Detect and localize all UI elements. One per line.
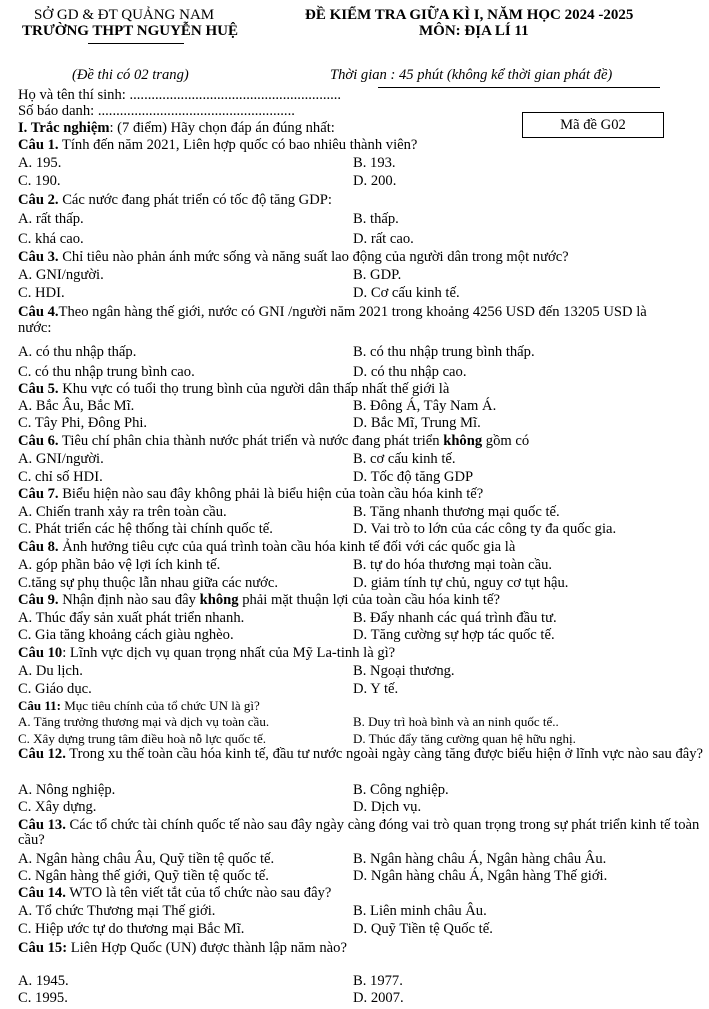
student-name-field: Họ và tên thí sinh: .......................................................... xyxy=(18,87,342,103)
option-a: A. Bắc Âu, Bắc Mĩ. xyxy=(18,398,135,414)
question-text: Trong xu thế toàn cầu hóa kinh tế, đầu tư nước ngoài ngày càng tăng được biểu hiện ở lĩnh vực nào sau đây? xyxy=(65,746,704,762)
department-name: SỞ GD & ĐT QUẢNG NAM xyxy=(34,7,215,23)
option-d: D. Ngân hàng châu Á, Ngân hàng Thế giới. xyxy=(353,868,608,884)
question-label: Câu 6. xyxy=(18,433,59,449)
option-a: A. Ngân hàng châu Âu, Quỹ tiền tệ quốc tế. xyxy=(18,851,275,867)
option-c: C. HDI. xyxy=(18,285,65,301)
option-a: A. Nông nghiệp. xyxy=(18,782,116,798)
question-text-tail: gồm có xyxy=(482,433,530,449)
option-c: C. Xây dựng. xyxy=(18,799,97,815)
time-note: Thời gian : 45 phút (không kể thời gian phát đề) xyxy=(330,67,613,83)
question-label: Câu 11: xyxy=(18,698,61,713)
school-name: TRƯỜNG THPT NGUYỄN HUỆ xyxy=(22,23,238,39)
question-14 xyxy=(18,886,331,901)
option-d: D. 2007. xyxy=(353,990,404,1006)
question-label: Câu 9. xyxy=(18,592,59,608)
option-a: A. Chiến tranh xảy ra trên toàn cầu. xyxy=(18,504,227,520)
question-2 xyxy=(18,193,332,208)
emphasis-word: không xyxy=(443,433,483,449)
option-d: D. Tốc độ tăng GDP xyxy=(353,469,474,485)
question-text: Ảnh hưởng tiêu cực của quá trình toàn cầu hóa kinh tế đối với các quốc gia là xyxy=(58,539,516,555)
option-b: B. thấp. xyxy=(353,211,399,227)
option-c: C. Xây dựng trung tâm điều hoà nỗ lực quốc tế. xyxy=(18,731,267,746)
section-instruction: : (7 điểm) Hãy chọn đáp án đúng nhất: xyxy=(109,120,335,136)
option-d: D. Dịch vụ. xyxy=(353,799,422,815)
option-c: C. khá cao. xyxy=(18,231,84,247)
question-13 xyxy=(18,818,708,848)
option-c: C. Ngân hàng thế giới, Quỹ tiền tệ quốc tế. xyxy=(18,868,269,884)
option-c: C. có thu nhập trung bình cao. xyxy=(18,364,195,380)
option-c: C. Tây Phi, Đông Phi. xyxy=(18,415,148,431)
question-label: Câu 12. xyxy=(18,746,66,762)
time-underline xyxy=(378,87,660,88)
question-label: Câu 4. xyxy=(18,304,59,320)
option-b: B. Ngoại thương. xyxy=(353,663,455,679)
question-text: Khu vực có tuổi thọ trung bình của người dân thấp nhất thế giới là xyxy=(58,381,450,397)
question-9 xyxy=(18,593,500,608)
question-label: Câu 1. xyxy=(18,137,59,153)
question-text: Tiêu chí phân chia thành nước phát triển và nước đang phát triển xyxy=(58,433,444,449)
option-d: D. rất cao. xyxy=(353,231,414,247)
option-c: C.tăng sự phụ thuộc lẫn nhau giữa các nước. xyxy=(18,575,279,591)
option-c: C. 1995. xyxy=(18,990,68,1006)
option-d: D. 200. xyxy=(353,173,397,189)
question-label: Câu 2. xyxy=(18,192,59,208)
option-d: D. Bắc Mĩ, Trung Mĩ. xyxy=(353,415,481,431)
question-text: Biểu hiện nào sau đây không phải là biểu hiện của toàn cầu hóa kinh tế? xyxy=(58,486,484,502)
question-text: Các nước đang phát triển có tốc độ tăng GDP: xyxy=(58,192,332,208)
option-d: D. có thu nhập cao. xyxy=(353,364,467,380)
question-label: Câu 5. xyxy=(18,381,59,397)
question-label: Câu 14. xyxy=(18,885,66,901)
question-6 xyxy=(18,434,529,449)
question-label: Câu 13. xyxy=(18,817,66,833)
question-text: : Lĩnh vực dịch vụ quan trọng nhất của Mỹ La-tinh là gì? xyxy=(62,645,396,661)
question-text: Chỉ tiêu nào phản ánh mức sống và năng suất lao động của người dân trong một nước? xyxy=(58,249,569,265)
question-11 xyxy=(18,699,260,712)
question-label: Câu 8. xyxy=(18,539,59,555)
question-8 xyxy=(18,540,515,555)
question-text: Mục tiêu chính của tổ chức UN là gì? xyxy=(60,698,260,713)
option-b: B. 193. xyxy=(353,155,396,171)
option-c: C. chỉ số HDI. xyxy=(18,469,103,485)
section-heading xyxy=(18,121,335,136)
question-text: Tính đến năm 2021, Liên hợp quốc có bao nhiêu thành viên? xyxy=(58,137,418,153)
option-a: A. có thu nhập thấp. xyxy=(18,344,137,360)
question-text: WTO là tên viết tắt của tổ chức nào sau đây? xyxy=(65,885,332,901)
option-a: A. rất thấp. xyxy=(18,211,84,227)
option-a: A. GNI/người. xyxy=(18,267,104,283)
option-c: C. Hiệp ước tự do thương mại Bắc Mĩ. xyxy=(18,921,245,937)
option-b: B. 1977. xyxy=(353,973,403,989)
option-a: A. 195. xyxy=(18,155,62,171)
option-d: D. Vai trò to lớn của các công ty đa quốc gia. xyxy=(353,521,617,537)
option-d: D. Y tế. xyxy=(353,681,399,697)
question-5 xyxy=(18,382,449,397)
option-b: B. cơ cấu kinh tế. xyxy=(353,451,456,467)
question-1 xyxy=(18,138,417,153)
subject-title: MÔN: ĐỊA LÍ 11 xyxy=(419,23,529,39)
option-d: D. Tăng cường sự hợp tác quốc tế. xyxy=(353,627,555,643)
option-b: B. Duy trì hoà bình và an ninh quốc tế.. xyxy=(353,714,559,729)
question-label: Câu 10 xyxy=(18,645,63,661)
exam-code-box: Mã đề G02 xyxy=(522,112,664,138)
question-7 xyxy=(18,487,483,502)
option-b: B. Đông Á, Tây Nam Á. xyxy=(353,398,497,414)
option-a: A. Tăng trưởng thương mại và dịch vụ toàn cầu. xyxy=(18,714,270,729)
section-label: I. Trắc nghiệm xyxy=(18,120,110,136)
option-a: A. góp phần bảo vệ lợi ích kinh tế. xyxy=(18,557,221,573)
emphasis-word: không xyxy=(199,592,239,608)
question-3 xyxy=(18,250,569,265)
question-text: Các tổ chức tài chính quốc tế nào sau đây ngày càng đóng vai trò quan trọng trong sự phát triển kinh tế toàn cầu? xyxy=(18,817,700,848)
option-b: B. Công nghiệp. xyxy=(353,782,449,798)
option-c: C. Gia tăng khoảng cách giàu nghèo. xyxy=(18,627,234,643)
question-text-tail: phải mặt thuận lợi của toàn cầu hóa kinh tế? xyxy=(238,592,500,608)
question-label: Câu 7. xyxy=(18,486,59,502)
question-10 xyxy=(18,646,395,661)
question-12 xyxy=(18,747,708,762)
option-c: C. Phát triển các hệ thống tài chính quốc tế. xyxy=(18,521,273,537)
option-a: A. Du lịch. xyxy=(18,663,83,679)
option-b: B. GDP. xyxy=(353,267,402,283)
option-d: D. giảm tính tự chủ, nguy cơ tụt hậu. xyxy=(353,575,569,591)
question-4 xyxy=(18,304,668,336)
option-b: B. có thu nhập trung bình thấp. xyxy=(353,344,535,360)
option-b: B. Ngân hàng châu Á, Ngân hàng châu Âu. xyxy=(353,851,607,867)
option-d: D. Cơ cấu kinh tế. xyxy=(353,285,460,301)
question-text: Nhận định nào sau đây xyxy=(58,592,200,608)
exam-title: ĐỀ KIỂM TRA GIỮA KÌ I, NĂM HỌC 2024 -2025 xyxy=(305,7,634,23)
option-d: D. Thúc đẩy tăng cường quan hệ hữu nghị. xyxy=(353,731,576,746)
question-15 xyxy=(18,941,347,956)
question-label: Câu 3. xyxy=(18,249,59,265)
school-underline xyxy=(88,43,184,44)
option-a: A. GNI/người. xyxy=(18,451,104,467)
question-label: Câu 15: xyxy=(18,940,68,956)
option-b: B. tự do hóa thương mại toàn cầu. xyxy=(353,557,553,573)
page-count-note: (Đề thi có 02 trang) xyxy=(72,67,189,83)
option-b: B. Tăng nhanh thương mại quốc tế. xyxy=(353,504,560,520)
option-d: D. Quỹ Tiền tệ Quốc tế. xyxy=(353,921,493,937)
option-a: A. 1945. xyxy=(18,973,69,989)
candidate-number-field: Số báo danh: ...................................................... xyxy=(18,103,295,119)
option-c: C. 190. xyxy=(18,173,61,189)
question-text: Liên Hợp Quốc (UN) được thành lập năm nào? xyxy=(67,940,347,956)
question-text: Theo ngân hàng thế giới, nước có GNI /người năm 2021 trong khoảng 4256 USD đến 13205 USD là nước: xyxy=(18,304,647,336)
option-c: C. Giáo dục. xyxy=(18,681,92,697)
option-b: B. Liên minh châu Âu. xyxy=(353,903,487,919)
option-a: A. Thúc đẩy sản xuất phát triển nhanh. xyxy=(18,610,245,626)
option-b: B. Đẩy nhanh các quá trình đầu tư. xyxy=(353,610,557,626)
option-a: A. Tổ chức Thương mại Thế giới. xyxy=(18,903,216,919)
